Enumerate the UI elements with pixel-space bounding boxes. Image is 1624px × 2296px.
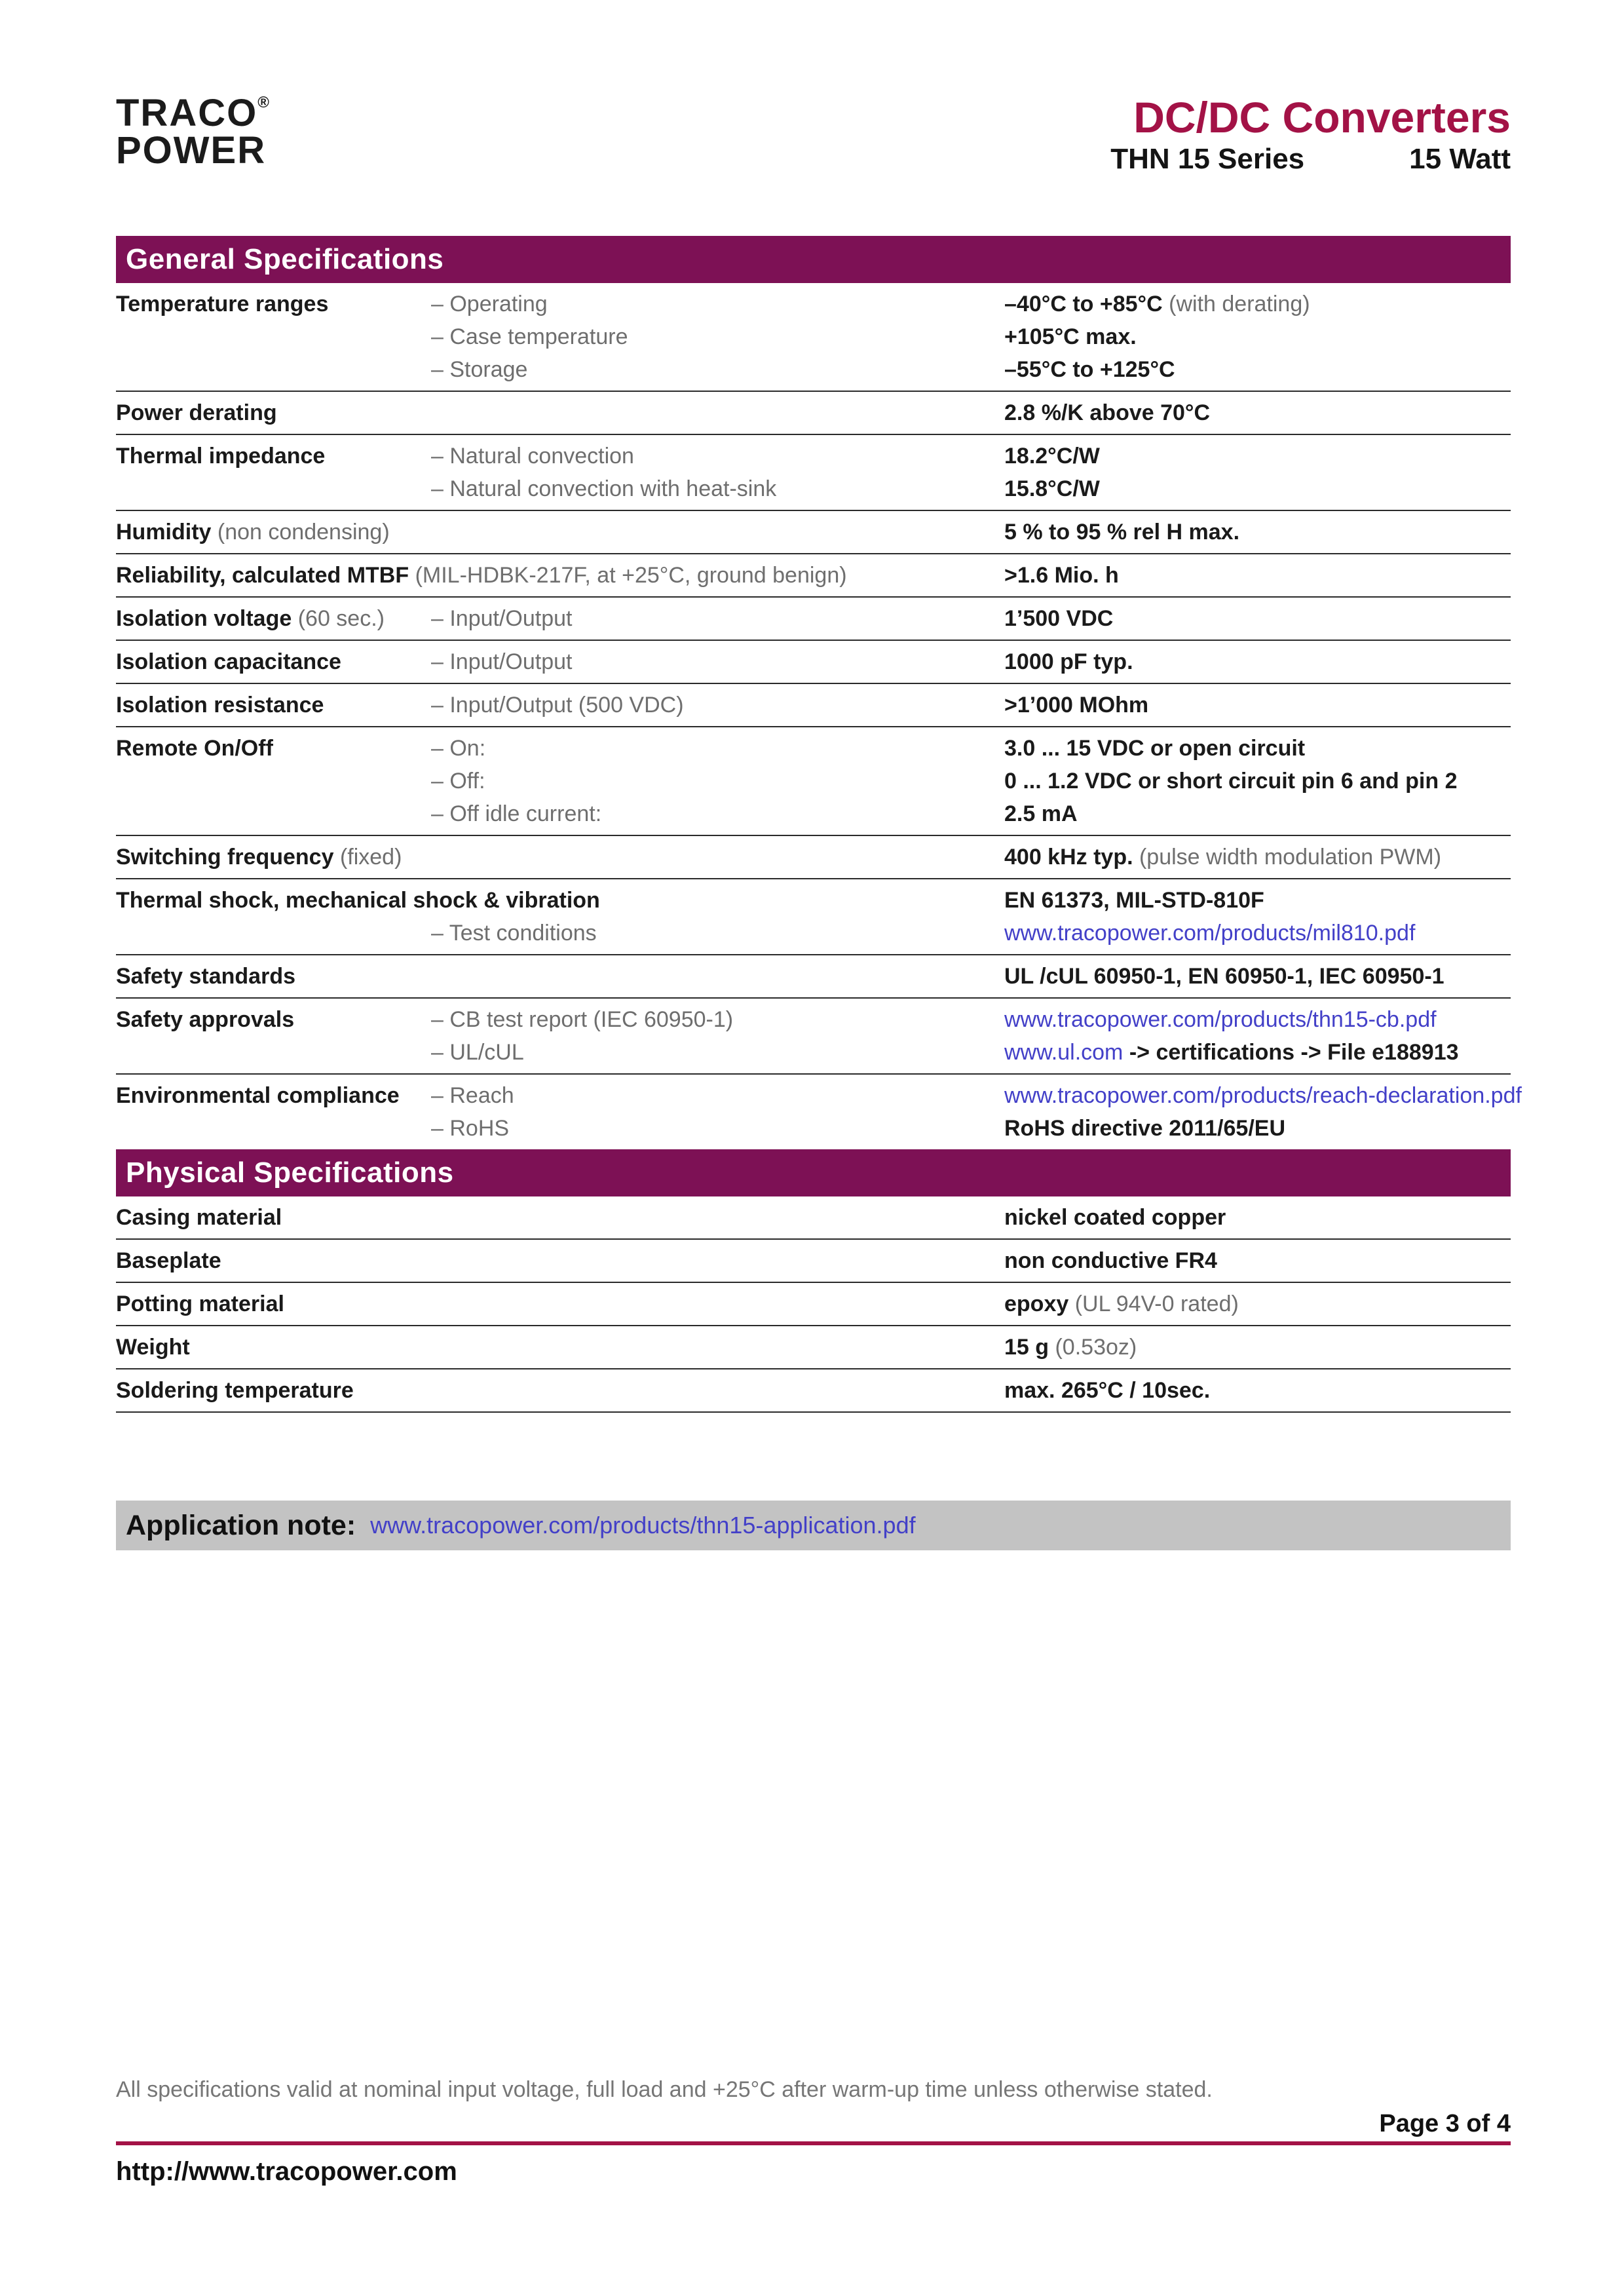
spec-row (116, 283, 1511, 392)
traco-power-logo (116, 92, 271, 172)
spec-row (116, 1369, 1511, 1413)
spec-row-value (1004, 732, 1511, 765)
spec-text: 15 g (1004, 1335, 1055, 1360)
spec-row-label (116, 1331, 431, 1364)
spec-row (116, 435, 1511, 511)
spec-text: Reliability, calculated MTBF (116, 563, 415, 588)
spec-row-value (1004, 1003, 1511, 1036)
spec-row (116, 554, 1511, 598)
spec-text: -> certifications -> File e188913 (1123, 1040, 1459, 1065)
spec-row-value (1004, 1374, 1511, 1407)
spec-section-physical-specifications (116, 1149, 1511, 1413)
spec-row-label (116, 288, 431, 320)
section-header-physical-specifications: Physical Specifications (116, 1149, 1511, 1196)
spec-row-sub: – UL/cUL (431, 1040, 524, 1065)
footer-rule (116, 2141, 1511, 2145)
series-name: THN 15 Series (1110, 143, 1305, 176)
spec-sections (116, 236, 1522, 1413)
spec-row-label (116, 884, 600, 917)
spec-row-sub: – Case temperature (431, 324, 628, 350)
spec-text: Switching frequency (116, 845, 340, 870)
spec-text: (MIL-HDBK-217F, at +25°C, ground benign) (415, 563, 847, 588)
spec-row-value (1004, 602, 1511, 635)
application-note-link[interactable]: www.tracopower.com/products/thn15-application.pdf (370, 1512, 916, 1539)
spec-link[interactable]: www.ul.com (1004, 1040, 1124, 1065)
spec-row (116, 641, 1511, 684)
spec-text: 2.5 mA (1004, 801, 1078, 827)
spec-text: EN 61373, MIL-STD-810F (1004, 888, 1264, 913)
spec-text: (pulse width modulation PWM) (1139, 845, 1442, 870)
spec-text: (non condensing) (217, 520, 390, 545)
spec-row-label (116, 602, 431, 635)
spec-text: +105°C max. (1004, 324, 1137, 350)
spec-row (116, 955, 1511, 999)
spec-row (116, 392, 1511, 435)
spec-text: (with derating) (1169, 292, 1310, 317)
spec-row-sub: – Test conditions (431, 921, 597, 946)
spec-link[interactable]: www.tracopower.com/products/mil810.pdf (1004, 921, 1416, 946)
spec-text: Environmental compliance (116, 1083, 400, 1109)
spec-row-value (1004, 396, 1511, 429)
section-header-general-specifications: General Specifications (116, 236, 1511, 283)
spec-row-sub: – Operating (431, 292, 548, 317)
spec-text: 1’500 VDC (1004, 606, 1114, 632)
spec-text: Remote On/Off (116, 736, 273, 761)
spec-row-label (116, 1288, 431, 1320)
spec-table-general-specifications (116, 283, 1522, 1149)
spec-row (116, 1240, 1511, 1283)
spec-row (116, 511, 1511, 554)
logo-line2: POWER (116, 128, 267, 172)
application-note-label: Application note: (126, 1509, 356, 1541)
page-number: Page 3 of 4 (1379, 2110, 1511, 2137)
spec-row-value (1004, 320, 1511, 353)
spec-row-value (1004, 1079, 1522, 1112)
wattage: 15 Watt (1409, 143, 1511, 176)
spec-row (116, 1326, 1511, 1369)
spec-row-value (1004, 1036, 1511, 1069)
spec-row-value (1004, 797, 1511, 830)
spec-text: 18.2°C/W (1004, 444, 1100, 469)
spec-row (116, 1196, 1511, 1240)
spec-table-physical-specifications (116, 1196, 1511, 1413)
spec-row-sub: – CB test report (IEC 60950-1) (431, 1007, 734, 1033)
spec-link[interactable]: www.tracopower.com/products/thn15-cb.pdf (1004, 1007, 1437, 1033)
logo-line1: TRACO® (116, 92, 271, 134)
spec-text: >1.6 Mio. h (1004, 563, 1119, 588)
footer-url: http://www.tracopower.com (116, 2157, 457, 2186)
registered-mark: ® (257, 94, 271, 111)
spec-row-label (116, 396, 431, 429)
page-header (116, 92, 1511, 176)
spec-text: (fixed) (339, 845, 402, 870)
spec-text: epoxy (1004, 1292, 1075, 1317)
spec-row-label (116, 841, 431, 873)
spec-row-value (1004, 645, 1511, 678)
spec-text: Thermal shock, mechanical shock & vibration (116, 888, 600, 913)
spec-row (116, 836, 1511, 879)
spec-text: Isolation resistance (116, 693, 324, 718)
spec-row (116, 598, 1511, 641)
spec-text: Weight (116, 1335, 190, 1360)
spec-row-value (1004, 353, 1511, 386)
spec-row-label (116, 960, 431, 993)
title-block (1110, 95, 1511, 176)
application-note-bar (116, 1501, 1511, 1550)
spec-row-label (116, 1374, 431, 1407)
spec-row-sub: – Storage (431, 357, 528, 383)
spec-text: >1’000 MOhm (1004, 693, 1149, 718)
spec-row-sub: – Natural convection with heat-sink (431, 476, 777, 502)
spec-row-sub: – On: (431, 736, 486, 761)
spec-row-label (116, 689, 431, 721)
spec-row (116, 727, 1511, 836)
spec-row-sub: – Input/Output (431, 606, 573, 632)
spec-text: Humidity (116, 520, 217, 545)
spec-text: RoHS directive 2011/65/EU (1004, 1116, 1286, 1141)
spec-row-sub: – Natural convection (431, 444, 634, 469)
spec-text: max. 265°C / 10sec. (1004, 1378, 1211, 1404)
spec-row-sub: – Reach (431, 1083, 514, 1109)
spec-row-sub: – Off: (431, 769, 485, 794)
spec-row-label (116, 1079, 431, 1112)
spec-text: (60 sec.) (297, 606, 385, 632)
spec-text: 1000 pF typ. (1004, 649, 1133, 675)
spec-row (116, 879, 1511, 955)
spec-row-value (1004, 1201, 1511, 1234)
spec-row-value (1004, 689, 1511, 721)
spec-text: Isolation voltage (116, 606, 298, 632)
spec-row-value (1004, 917, 1511, 949)
spec-text: non conductive FR4 (1004, 1248, 1217, 1274)
spec-text: 400 kHz typ. (1004, 845, 1139, 870)
spec-text: Temperature ranges (116, 292, 329, 317)
spec-row (116, 1283, 1511, 1326)
spec-text: UL /cUL 60950-1, EN 60950-1, IEC 60950-1 (1004, 964, 1445, 989)
spec-row-value (1004, 884, 1511, 917)
spec-text: –55°C to +125°C (1004, 357, 1175, 383)
spec-row-value (1004, 1112, 1522, 1145)
spec-row-value (1004, 440, 1511, 472)
spec-text: Baseplate (116, 1248, 221, 1274)
spec-row-label (116, 732, 431, 765)
spec-text: 0 ... 1.2 VDC or short circuit pin 6 and pin 2 (1004, 769, 1458, 794)
spec-row (116, 999, 1511, 1075)
spec-text: 2.8 %/K above 70°C (1004, 400, 1211, 426)
spec-text: Thermal impedance (116, 444, 326, 469)
spec-text: Safety approvals (116, 1007, 295, 1033)
spec-row-value (1004, 1244, 1511, 1277)
spec-row-sub: – RoHS (431, 1116, 510, 1141)
footer-disclaimer: All specifications valid at nominal input voltage, full load and +25°C after warm-up time unless otherwise stated. (116, 2077, 1213, 2102)
page-title: DC/DC Converters (1133, 93, 1511, 142)
spec-text: Power derating (116, 400, 277, 426)
spec-row-value (1004, 1331, 1511, 1364)
spec-row-sub: – Input/Output (500 VDC) (431, 693, 684, 718)
spec-row-value (1004, 1288, 1511, 1320)
spec-section-general-specifications (116, 236, 1522, 1149)
spec-row-value (1004, 960, 1511, 993)
spec-row-label (116, 1003, 431, 1036)
spec-row-label (116, 1201, 431, 1234)
spec-row (116, 684, 1511, 727)
spec-text: 15.8°C/W (1004, 476, 1100, 502)
spec-text: 3.0 ... 15 VDC or open circuit (1004, 736, 1306, 761)
spec-row-sub: – Input/Output (431, 649, 573, 675)
spec-row-value (1004, 765, 1511, 797)
page-footer (116, 2076, 1511, 2187)
spec-text: (UL 94V-0 rated) (1074, 1292, 1239, 1317)
spec-row-value (1004, 841, 1511, 873)
spec-row-label (116, 1244, 431, 1277)
spec-text: –40°C to +85°C (1004, 292, 1169, 317)
spec-text: (0.53oz) (1055, 1335, 1137, 1360)
spec-row (116, 1075, 1522, 1149)
spec-text: Soldering temperature (116, 1378, 354, 1404)
spec-row-label (116, 516, 431, 548)
spec-row-value (1004, 516, 1511, 548)
spec-row-value (1004, 472, 1511, 505)
spec-row-label (116, 559, 847, 592)
spec-row-label (116, 645, 431, 678)
spec-link[interactable]: www.tracopower.com/products/reach-declaration.pdf (1004, 1083, 1522, 1109)
spec-text: Potting material (116, 1292, 284, 1317)
spec-text: Safety standards (116, 964, 295, 989)
spec-text: nickel coated copper (1004, 1205, 1226, 1231)
spec-text: Isolation capacitance (116, 649, 341, 675)
spec-row-sub: – Off idle current: (431, 801, 602, 827)
subtitle-row (1110, 143, 1511, 176)
spec-text: Casing material (116, 1205, 282, 1231)
spec-row-label (116, 440, 431, 472)
spec-row-value (1004, 559, 1511, 592)
spec-row-value (1004, 288, 1511, 320)
spec-text: 5 % to 95 % rel H max. (1004, 520, 1240, 545)
